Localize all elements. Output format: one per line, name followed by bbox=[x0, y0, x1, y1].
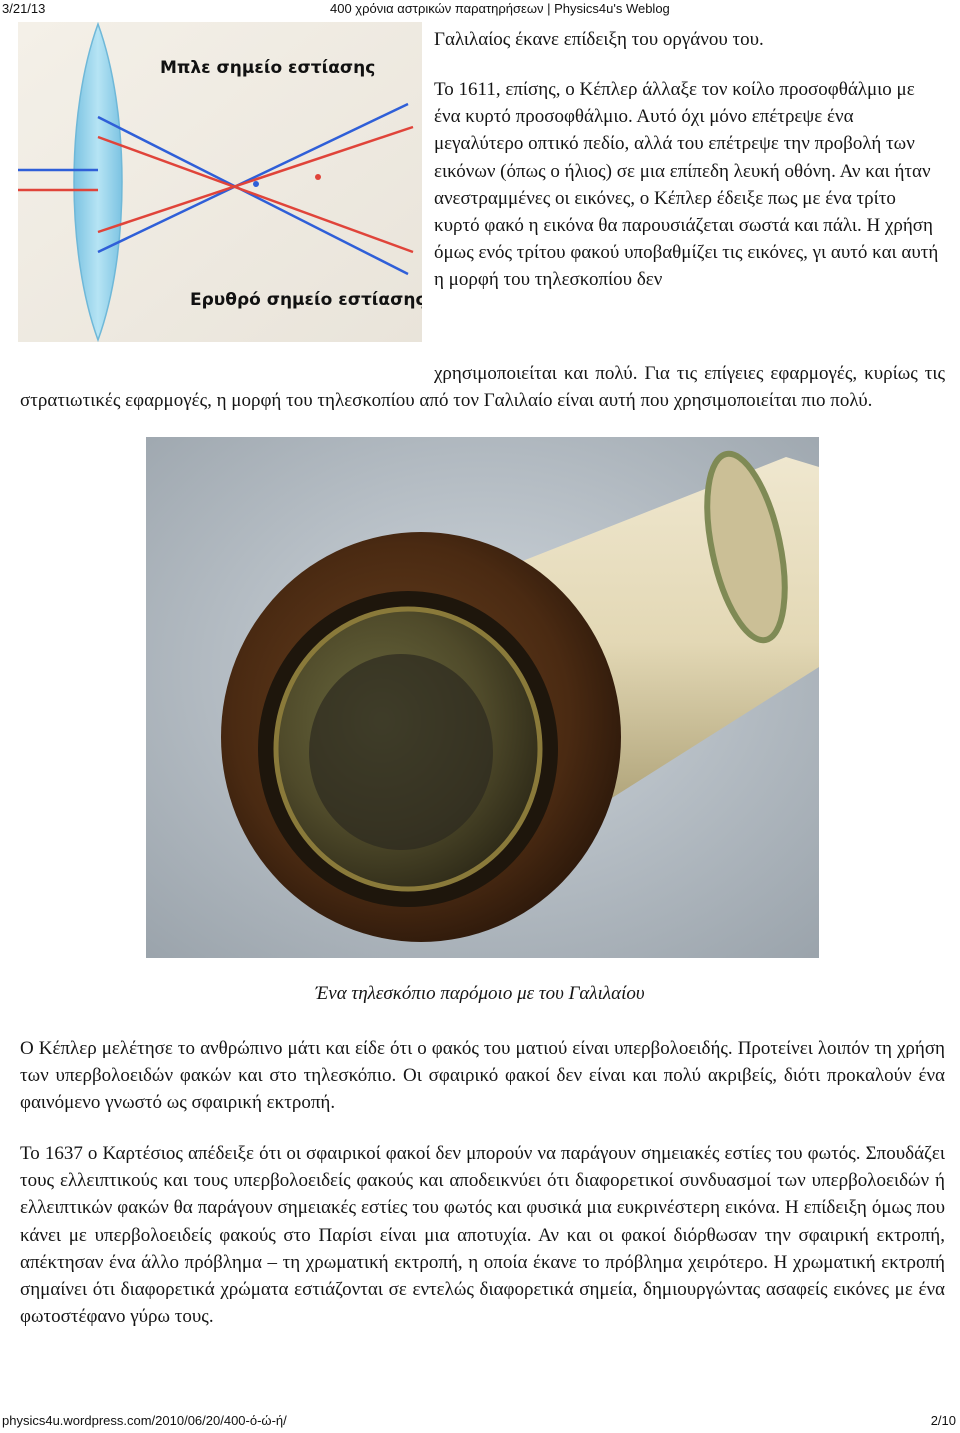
page-title: 400 χρόνια αστρικών παρατηρήσεων | Physics4u's Weblog bbox=[330, 1, 670, 16]
paragraph-kepler-1611: Το 1611, επίσης, ο Κέπλερ άλλαξε τον κοίλο προσοφθάλμιο με ένα κυρτό προσοφθάλμιο. Αυτό όχι μόνο επέτρεψε ένα μεγαλύτερο οπτικό πεδίο, αλλά του επέτρεψε την προβολή των εικόνων (όπως ο ήλιος) σε μια επίπεδη λευκή οθόνη. Αν και ήταν ανεστραμμένες οι εικόνες, ο Κέπλερ έδειξε πως με ένα τρίτο κυρτό φακό η εικόνα θα παρουσιάζεται σωστά και πάλι. Η χρήση όμως ενός τρίτου φακού υποβαθμίζει τις εικόνες, γι αυτό και αυτή η μορφή του τηλεσκοπίου δεν bbox=[434, 79, 939, 291]
red-focal-point bbox=[315, 174, 321, 180]
paragraph-kepler-1611-continued: χρησιμοποιείται και πολύ. Για τις επίγειες εφαρμογές, κυρίως τις στρατιωτικές εφαρμογές, η μορφή του τηλεσκοπίου από τον Γαλιλαίο είναι αυτή που χρησιμοποιείται πιο πολύ. bbox=[20, 363, 945, 412]
figure-caption: Ένα τηλεσκόπιο παρόμοιο με του Γαλιλαίου bbox=[315, 983, 645, 1004]
paragraph-kepler-eye: Ο Κέπλερ μελέτησε το ανθρώπινο μάτι και είδε ότι ο φακός του ματιού είναι υπερβολοειδής. Προτείνει λοιπόν τη χρήση των υπερβολοειδών φακών και στο τηλεσκόπιο. Οι σφαιρικό φακοί δεν είναι και πολύ ακριβείς, διότι προκαλούν ένα φαινόμενο γνωστό ως σφαιρική εκτροπή. bbox=[20, 1038, 945, 1114]
page-header bbox=[0, 0, 960, 18]
telescope-photo bbox=[146, 437, 819, 958]
blue-focal-point bbox=[253, 181, 259, 187]
lens-focus-diagram bbox=[18, 22, 422, 342]
print-date: 3/21/13 bbox=[2, 1, 46, 16]
lens-glass bbox=[309, 654, 493, 850]
page-footer bbox=[0, 1412, 960, 1430]
red-focus-label: Ερυθρό σημείο εστίασης bbox=[190, 290, 422, 310]
paragraph-descartes-1637: Το 1637 ο Καρτέσιος απέδειξε ότι οι σφαιρικοί φακοί δεν μπορούν να παράγουν σημειακές εστίες του φωτός. Σπουδάζει τους ελλειπτικούς και τους υπερβολοειδείς φακούς και αποδεικνύει ότι διαφορετικοί συνδυασμοί των υπερβολοειδών ή ελλειπτικών φακών θα παράγουν σημειακές εστίες του φωτός και φυσικά μια ευκρινέστερη εικόνα. Η επίδειξη όμως που κάνει με υπερβολοειδείς φακούς στο Παρίσι είναι μια αποτυχία. Αν και οι φακοί διόρθωσαν την σφαιρική εκτροπή, απέκτησαν ένα άλλο πρόβλημα – τη χρωματική εκτροπή, η οποία έκανε το πρόβλημα χειρότερο. Η χρωματική εκτροπή σημαίνει ότι διαφορετικά χρώματα εστιάζονται σε εντελώς διαφορετικά σημεία, δημιουργώντας ασαφείς εικόνες με ένα φωτοστέφανο γύρω τους. bbox=[20, 1143, 945, 1328]
page-url: physics4u.wordpress.com/2010/06/20/400-ό-ώ-ή/ bbox=[2, 1413, 287, 1428]
intro-line: Γαλιλαίος έκανε επίδειξη του οργάνου του. bbox=[434, 29, 764, 50]
blue-focus-label: Μπλε σημείο εστίασης bbox=[160, 58, 376, 78]
page-number: 2/10 bbox=[930, 1413, 956, 1428]
